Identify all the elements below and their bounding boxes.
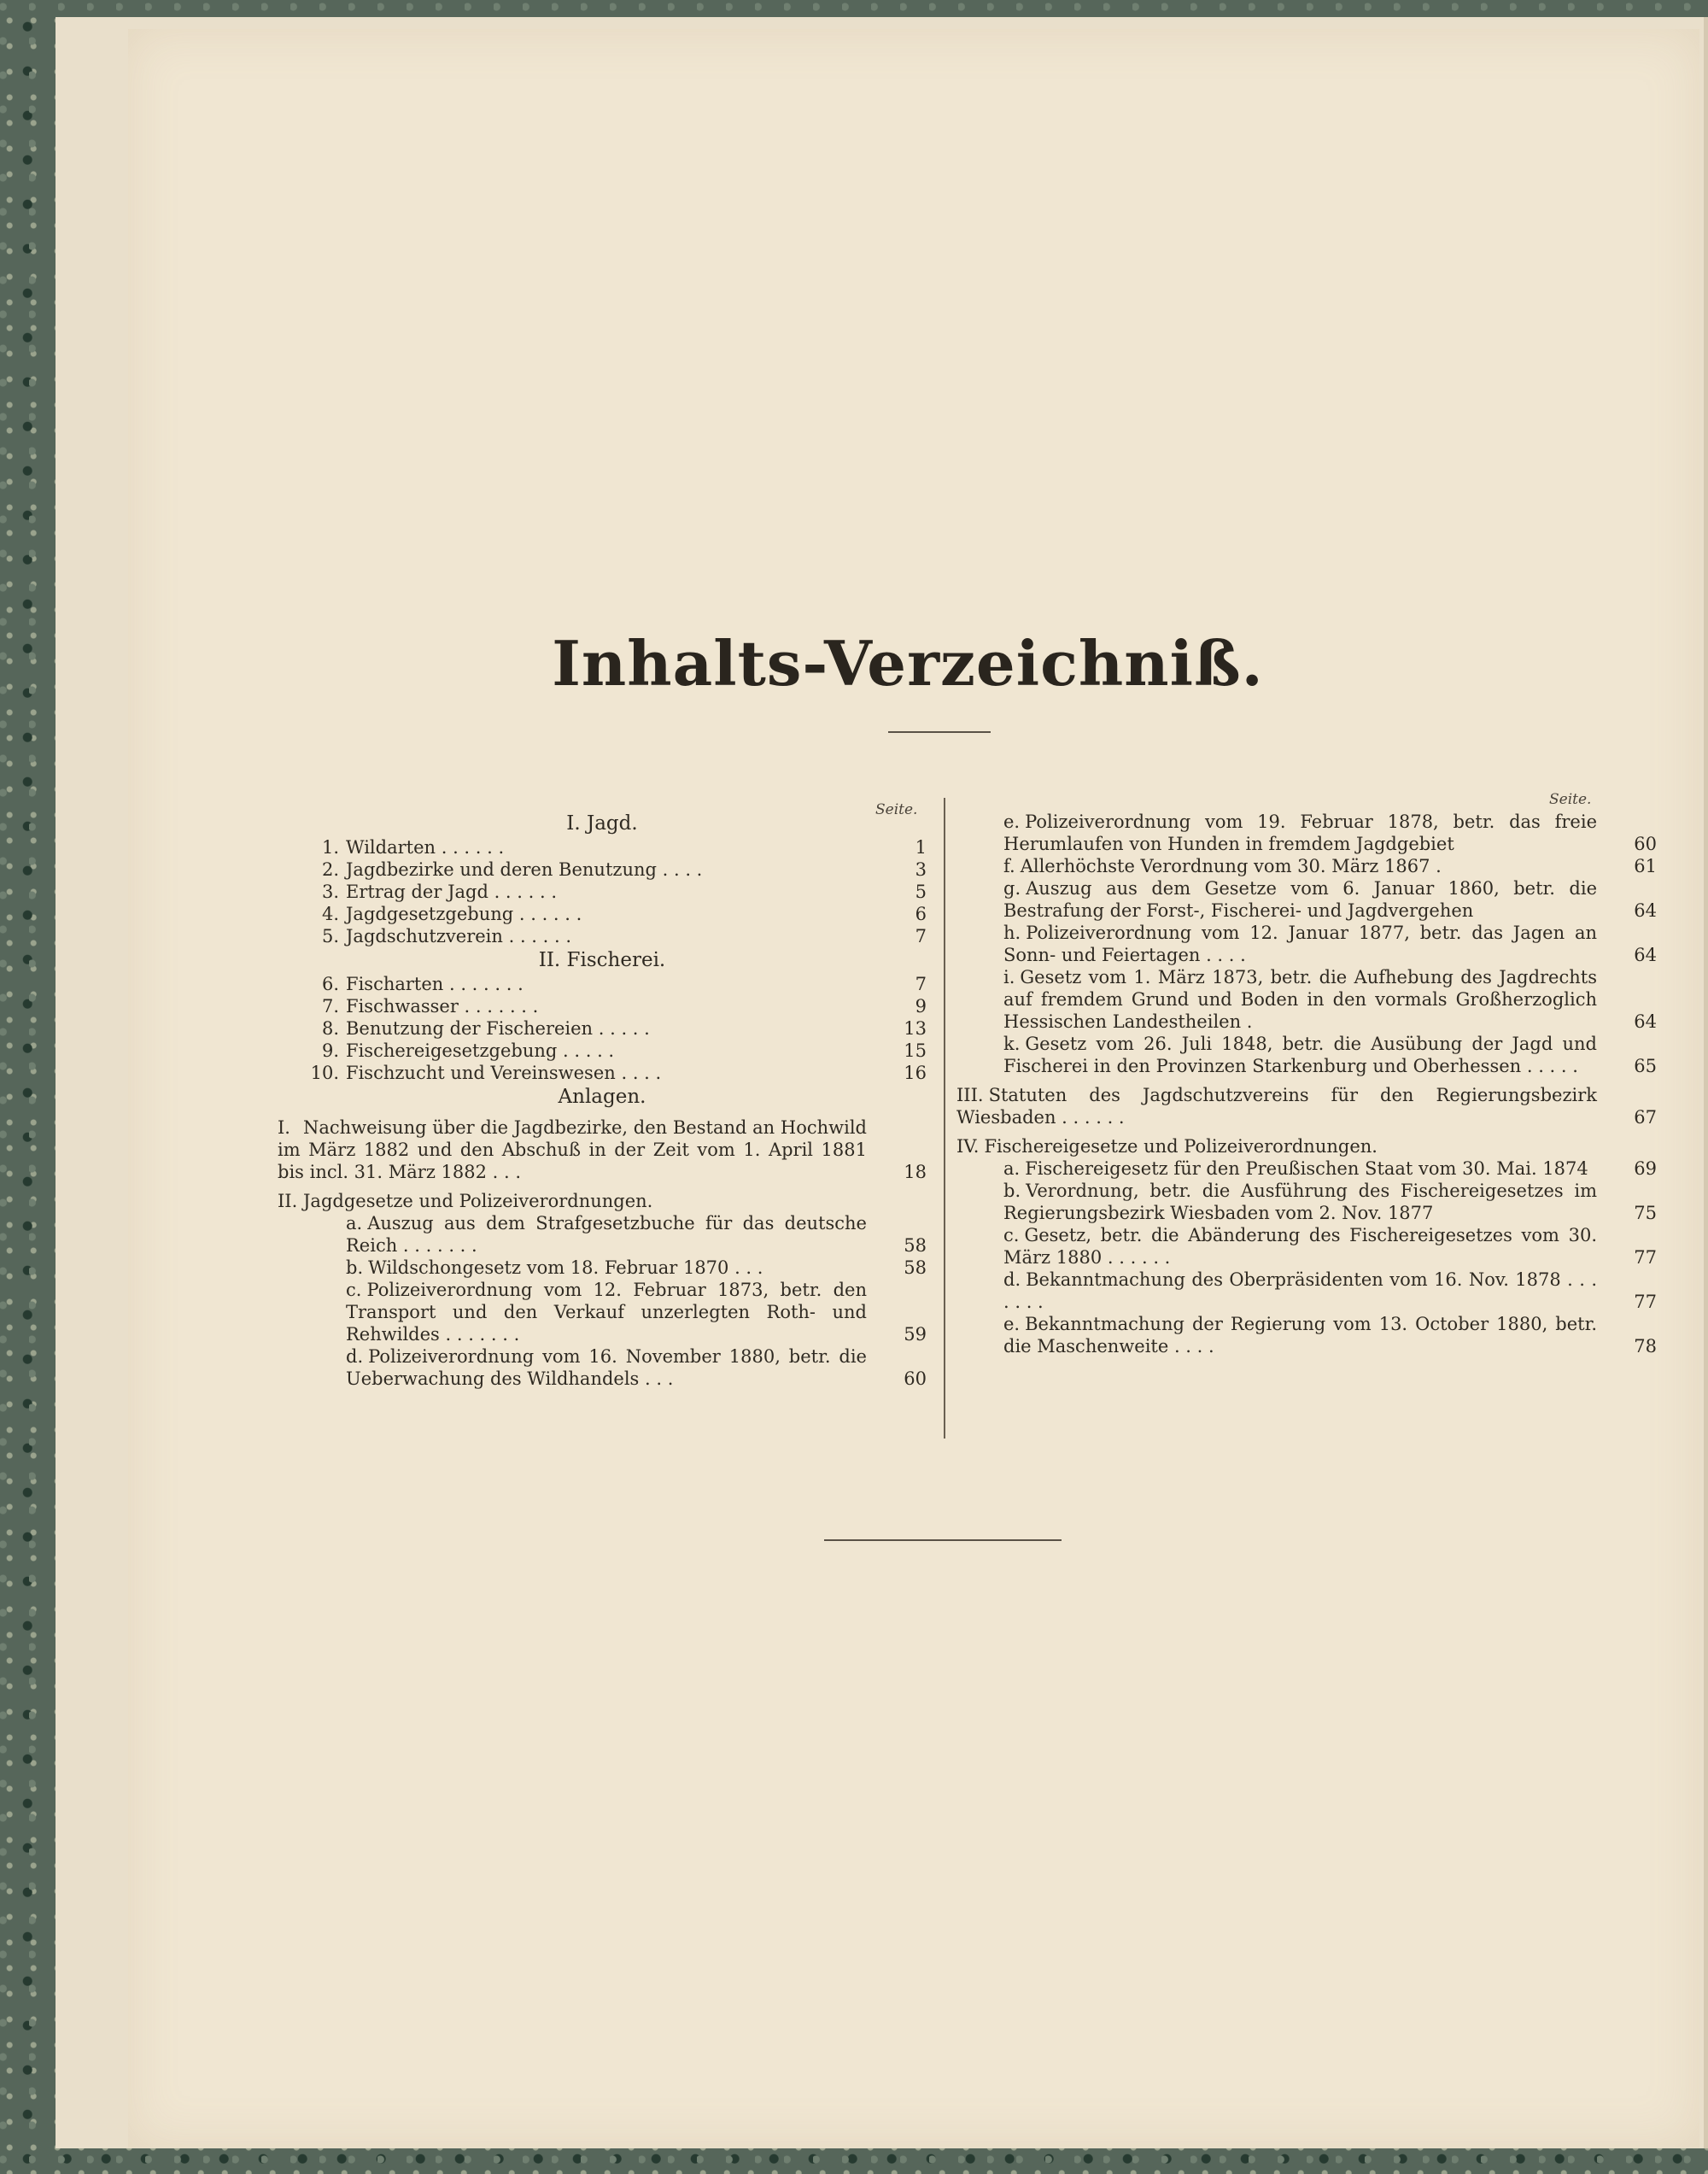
page-number: 16 [904,1063,927,1083]
book-page [128,29,1699,2148]
toc-entry [956,1157,1657,1180]
toc-entry [956,855,1657,877]
toc-entry [956,1033,1657,1077]
entry-number: 2. [321,859,339,880]
seite-label-right: Seite. [1549,791,1592,808]
entry-text: Fischereigesetzgebung . . . . . [346,1040,615,1061]
bottom-rule [824,1539,1062,1541]
entry-text: Gesetz vom 1. März 1873, betr. die Aufhebung des Jagdrechts auf fremdem Grund und Boden in den vormals Großherzoglich Hessischen Landestheilen . [1003,967,1597,1032]
entry-number: b. [1003,1181,1021,1201]
toc-entry [278,1345,927,1390]
entry-number: 5. [321,926,339,946]
entry-text: Wildschongesetz vom 18. Februar 1870 . . . [368,1257,763,1278]
entry-text: Statuten des Jagdschutzvereins für den Regierungsbezirk Wiesbaden . . . . . . [956,1085,1597,1128]
entry-text: Polizeiverordnung vom 16. November 1880, betr. die Ueberwachung des Wildhandels . . . [346,1346,867,1389]
entry-number: I. [278,1117,290,1138]
page-number: 61 [1634,856,1657,876]
entry-text: Polizeiverordnung vom 12. Februar 1873, betr. den Transport und den Verkauf unzerlegten Roth- und Rehwildes . . . . . . . [346,1280,867,1345]
entry-text: Polizeiverordnung vom 12. Januar 1877, betr. das Jagen an Sonn- und Feiertagen . . . . [1003,923,1597,965]
entry-text: Jagdbezirke und deren Benutzung . . . . [346,859,703,880]
toc-entry [956,877,1657,922]
toc-entry [278,1116,927,1183]
title-rule [888,731,991,733]
section-heading: II. Fischerei. [538,949,666,971]
page-number: 59 [904,1324,927,1345]
toc-entry [956,1269,1657,1313]
entry-text: Fischereigesetz für den Preußischen Staat vom 30. Mai. 1874 [1025,1158,1588,1179]
entry-text: Jagdschutzverein . . . . . . [346,926,572,946]
entry-number: 6. [321,974,339,994]
toc-entry [278,1257,927,1279]
entry-number: 4. [321,904,339,924]
entry-number: c. [1003,1225,1020,1245]
toc-entry [278,836,927,858]
toc-left-column [278,811,927,1390]
entry-number: II. [278,1191,298,1211]
page-number: 1 [915,837,927,858]
toc-entry [278,1040,927,1062]
toc-entry [278,1212,927,1257]
entry-number: IV. [956,1136,980,1157]
page-number: 69 [1634,1158,1657,1179]
entry-number: 8. [321,1018,339,1039]
page-number: 15 [904,1040,927,1061]
toc-entry [278,1062,927,1084]
toc-entry [278,1279,927,1345]
entry-number: i. [1003,967,1015,987]
entry-number: 10. [310,1063,339,1083]
entry-number: e. [1003,812,1021,832]
entry-number: d. [1003,1269,1021,1290]
page-number: 5 [915,882,927,902]
page-number: 13 [904,1018,927,1039]
entry-number: 1. [321,837,339,858]
page-number: 64 [1634,900,1657,921]
entry-number: c. [346,1280,362,1300]
entry-text: Auszug aus dem Strafgesetzbuche für das deutsche Reich . . . . . . . [346,1213,867,1256]
toc-entry [956,922,1657,966]
entry-text: Fischarten . . . . . . . [346,974,524,994]
entry-number: III. [956,1085,984,1105]
entry-number: h. [1003,923,1021,943]
entry-text: Gesetz vom 26. Juli 1848, betr. die Ausübung der Jagd und Fischerei in den Provinzen Starkenburg und Oberhessen . . . . . [1003,1034,1597,1076]
entry-text: Ertrag der Jagd . . . . . . [346,882,557,902]
page-number: 78 [1634,1336,1657,1357]
toc-entry [278,995,927,1017]
entry-number: b. [346,1257,364,1278]
entry-text: Jagdgesetze und Polizeiverordnungen. [303,1191,653,1211]
section-heading: I. Jagd. [566,812,638,835]
entry-text: Allerhöchste Verordnung vom 30. März 1867 . [1020,856,1442,876]
page-number: 64 [1634,945,1657,965]
entry-text: Gesetz, betr. die Abänderung des Fischereigesetzes vom 30. März 1880 . . . . . . [1003,1225,1597,1268]
column-divider [944,798,945,1439]
page-number: 7 [915,926,927,946]
page-number: 6 [915,904,927,924]
entry-number: f. [1003,856,1015,876]
entry-text: Wildarten . . . . . . [346,837,505,858]
entry-text: Bekanntmachung der Regierung vom 13. October 1880, betr. die Maschenweite . . . . [1003,1314,1597,1357]
entry-number: a. [346,1213,363,1233]
toc-entry [278,881,927,903]
page-number: 58 [904,1257,927,1278]
entry-text: Nachweisung über die Jagdbezirke, den Bestand an Hochwild im März 1882 und den Abschuß in der Zeit vom 1. April 1881 bis incl. 31. März 1882 . . . [278,1117,867,1182]
page-number: 65 [1634,1056,1657,1076]
page-number: 75 [1634,1203,1657,1223]
entry-number: 3. [321,882,339,902]
toc-entry [956,1313,1657,1357]
section-heading: Anlagen. [558,1086,646,1108]
page-number: 3 [915,859,927,880]
entry-number: 9. [321,1040,339,1061]
entry-number: a. [1003,1158,1021,1179]
toc-entry [278,1190,927,1212]
toc-entry [956,1084,1657,1128]
toc-entry [956,1180,1657,1224]
entry-text: Verordnung, betr. die Ausführung des Fischereigesetzes im Regierungsbezirk Wiesbaden vom 2. Nov. 1877 [1003,1181,1597,1223]
toc-entry [278,903,927,925]
page-number: 77 [1634,1247,1657,1268]
entry-number: e. [1003,1314,1021,1334]
toc-entry [956,1224,1657,1269]
page-number: 58 [904,1235,927,1256]
entry-text: Jagdgesetzgebung . . . . . . [346,904,582,924]
toc-entry [956,1135,1657,1157]
toc-entry [956,811,1657,855]
page-number: 7 [915,974,927,994]
entry-text: Auszug aus dem Gesetze vom 6. Januar 1860, betr. die Bestrafung der Forst-, Fischerei- und Jagdvergehen [1003,878,1597,921]
toc-entry [278,1017,927,1040]
seite-label-left: Seite. [875,801,918,818]
entry-text: Polizeiverordnung vom 19. Februar 1878, betr. das freie Herumlaufen von Hunden in fremdem Jagdgebiet [1003,812,1597,854]
entry-number: g. [1003,878,1021,899]
entry-text: Benutzung der Fischereien . . . . . [346,1018,650,1039]
toc-entry [278,858,927,881]
page-number: 64 [1634,1011,1657,1032]
entry-text: Fischereigesetze und Polizeiverordnungen. [984,1136,1378,1157]
page-number: 67 [1634,1107,1657,1128]
entry-number: d. [346,1346,364,1367]
entry-text: Fischzucht und Vereinswesen . . . . [346,1063,662,1083]
page-title: Inhalts-Verzeichniß. [552,627,1264,700]
page-number: 60 [1634,834,1657,854]
toc-right-column [956,811,1657,1357]
toc-entry [278,973,927,995]
page-number: 18 [904,1162,927,1182]
entry-number: k. [1003,1034,1021,1054]
entry-text: Bekanntmachung des Oberpräsidenten vom 16. Nov. 1878 . . . . . . . [1003,1269,1597,1312]
toc-entry [278,925,927,947]
toc-entry [956,966,1657,1033]
page-number: 9 [915,996,927,1017]
entry-number: 7. [321,996,339,1017]
entry-text: Fischwasser . . . . . . . [346,996,539,1017]
page-number: 77 [1634,1292,1657,1312]
page-number: 60 [904,1368,927,1389]
